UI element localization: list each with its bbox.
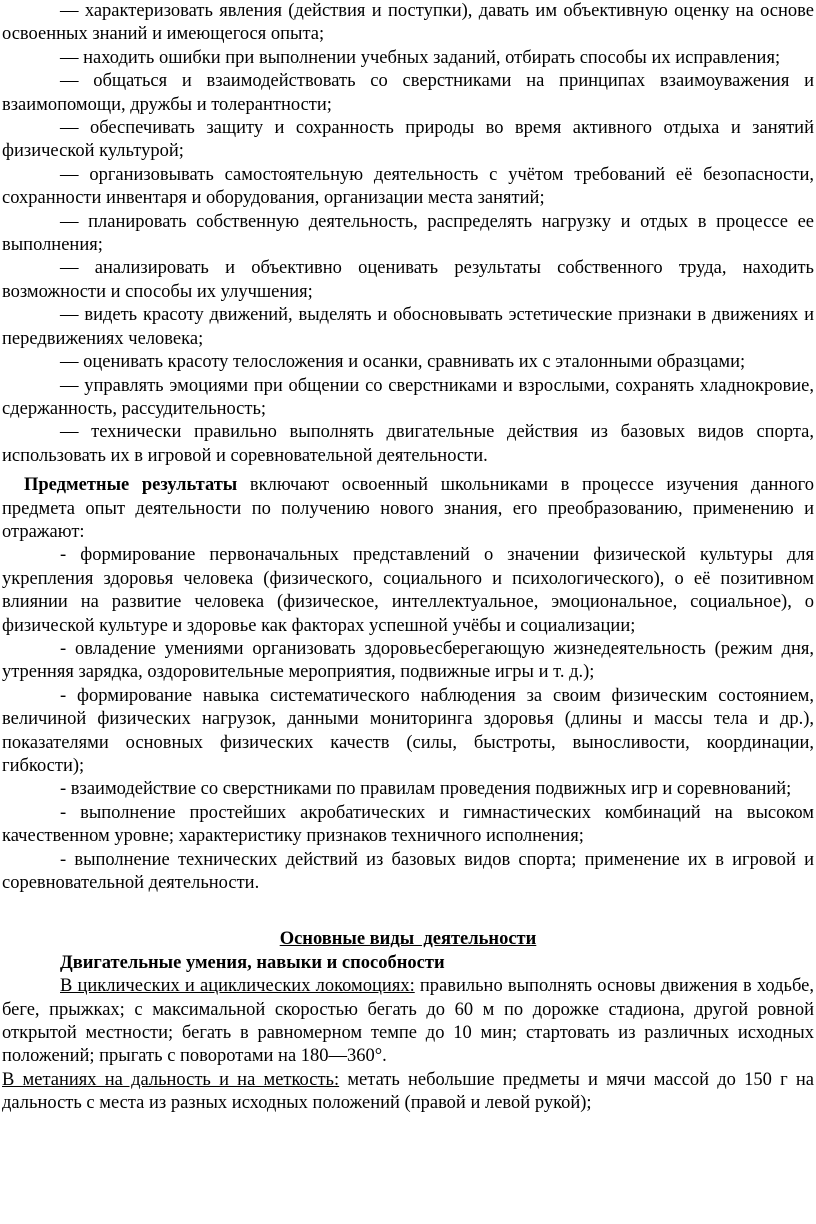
throwing-label: В метаниях на дальность и на меткость: [2, 1069, 340, 1090]
subject-results-term: Предметные результаты [24, 475, 238, 496]
list-item: — общаться и взаимодействовать со сверстниками на принципах взаимоуважения и взаимопомощи, дружбы и толерантности; [2, 71, 814, 115]
subsection-title: Двигательные умения, навыки и способности [60, 952, 445, 973]
list-item: - выполнение технических действий из базовых видов спорта; применение их в игровой и соревновательной деятельности. [2, 849, 814, 894]
list-item: - овладение умениями организовать здоровьесберегающую жизнедеятельность (режим дня, утренняя зарядка, оздоровительные мероприятия, подвижные игры и т. д.); [2, 638, 814, 683]
subject-results-paragraph [2, 474, 814, 544]
list-item: — видеть красоту движений, выделять и обосновывать эстетические признаки в движениях и передвижениях человека; [2, 305, 814, 349]
list-item: — анализировать и объективно оценивать результаты собственного труда, находить возможности и способы их улучшения; [2, 258, 814, 302]
section-gap [2, 895, 814, 928]
locomotion-paragraph [2, 975, 814, 1069]
list-item: — технически правильно выполнять двигательные действия из базовых видов спорта, использовать их в игровой и соревновательной деятельности. [2, 422, 814, 466]
list-item: — управлять эмоциями при общении со сверстниками и взрослыми, сохранять хладнокровие, сдержанность, рассудительность; [2, 375, 814, 419]
list-item: — организовывать самостоятельную деятельность с учётом требований её безопасности, сохранности инвентаря и оборудования, организации места занятий; [2, 164, 814, 209]
subject-results-text: включают освоенный школьниками в процессе изучения данного предмета опыт деятельности по получению нового знания, его преобразованию, применению и отражают: [2, 475, 814, 542]
list-item: — характеризовать явления (действия и поступки), давать им объективную оценку на основе освоенных знаний и имеющегося опыта; [2, 1, 814, 45]
list-item: — обеспечивать защиту и сохранность природы во время активного отдыха и занятий физической культурой; [2, 118, 814, 162]
list-item: - формирование навыка систематического наблюдения за своим физическим состоянием, величиной физических нагрузок, данными мониторинга здоровья (длины и массы тела и др.), показателями основных физических качеств (силы, быстроты, выносливости, координации, гибкости); [2, 685, 814, 776]
list-item: - взаимодействие со сверстниками по правилам проведения подвижных игр и соревнований; [60, 779, 792, 800]
list-item: - выполнение простейших акробатических и гимнастических комбинаций на высоком качественном уровне; характеристику признаков техничного исполнения; [2, 802, 814, 847]
locomotion-label: В циклических и ациклических локомоциях: [60, 976, 415, 997]
section-title: Основные виды деятельности [279, 929, 537, 950]
throwing-text: метать небольшие предметы и мячи массой до 150 г на дальность с места из разных исходных положений (правой и левой рукой); [2, 1069, 814, 1114]
locomotion-text: правильно выполнять основы движения в ходьбе, беге, прыжках; с максимальной скоростью бегать до 60 м по дорожке стадиона, другой ровной открытой местности; бегать в равномерном темпе до 10 мин; стартовать из различных исходных положений; прыгать с поворотами на 180—360°. [2, 976, 814, 1067]
list-item: — оценивать красоту телосложения и осанки, сравнивать их с эталонными образцами; [60, 352, 746, 373]
list-item: - формирование первоначальных представлений о значении физической культуры для укрепления здоровья человека (физического, социального и психологического), о её позитивном влиянии на развитие человека (физическое, интеллектуальное, эмоциональное, социальное), о физической культуре и здоровье как факторах успешной учёбы и социализации; [2, 545, 814, 636]
list-item: — планировать собственную деятельность, распределять нагрузку и отдых в процессе ее выполнения; [2, 211, 814, 256]
list-item: — находить ошибки при выполнении учебных заданий, отбирать способы их исправления; [60, 47, 781, 68]
throwing-paragraph [2, 1069, 814, 1116]
